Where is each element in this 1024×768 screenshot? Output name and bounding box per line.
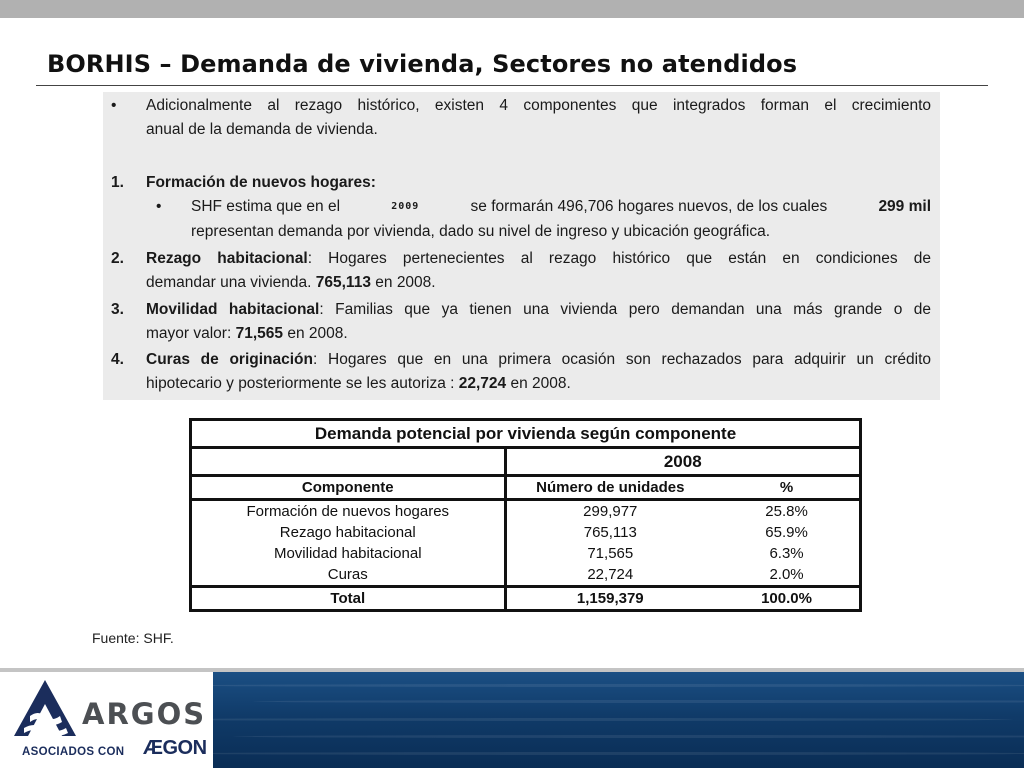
item-3-number: 3. [111, 301, 124, 318]
item-4-line-2 [146, 374, 571, 393]
table-header-row [191, 476, 861, 500]
table-row [191, 522, 861, 543]
item-4-heading: Curas de originación [146, 351, 313, 368]
demand-table [189, 418, 862, 612]
argos-brand: ARGOS [82, 697, 207, 731]
item-1-sub-text-b: se formarán 496,706 hogares nuevos, de los cuales [470, 198, 828, 215]
row-component: Curas [191, 564, 506, 587]
item-2-line-2-text: demandar una vivienda. [146, 274, 312, 291]
table-year: 2008 [505, 448, 860, 476]
item-3-value: 71,565 [235, 325, 284, 342]
item-3-line-2 [146, 324, 348, 343]
item-2-line-2-end: en 2008. [375, 274, 436, 291]
row-pct: 65.9% [765, 524, 808, 541]
item-2-value: 765,113 [315, 274, 371, 291]
item-3-line-2-end: en 2008. [287, 325, 348, 342]
header-pct: % [714, 476, 860, 500]
title-divider [36, 85, 988, 86]
aegon-logo: ÆGON [143, 737, 207, 759]
item-3-line-2-text: mayor valor: [146, 325, 232, 342]
row-component: Formación de nuevos hogares [191, 500, 506, 523]
table-year-spacer [191, 448, 506, 476]
item-4-line-2-end: en 2008. [510, 375, 571, 392]
item-2-line-2 [146, 273, 436, 292]
table-row [191, 500, 861, 523]
item-1-year: 2009 [391, 201, 420, 212]
row-pct: 6.3% [769, 545, 804, 562]
intro-line-2: anual de la demanda de vivienda. [146, 121, 378, 138]
item-1-sub-line-1 [191, 197, 931, 216]
table-title: Demanda potencial por vivienda según componente [191, 420, 861, 448]
item-3-line-1-rest: : Familias que ya tienen una vivienda pero demandan una más grande o de [319, 301, 932, 318]
item-2-heading: Rezago habitacional [146, 250, 308, 267]
row-units: 71,565 [587, 545, 634, 562]
asociados-label: ASOCIADOS CON [22, 746, 125, 758]
table-total-row [191, 587, 861, 611]
row-component: Rezago habitacional [191, 522, 506, 543]
header-component: Componente [191, 476, 506, 500]
row-component: Movilidad habitacional [191, 543, 506, 564]
intro-line-1: Adicionalmente al rezago histórico, existen 4 componentes que integrados forman el crecimiento [146, 97, 931, 114]
intro-bullet: • [111, 97, 117, 114]
description-box [103, 92, 940, 400]
item-4-line-1-rest: : Hogares que en una primera ocasión son rechazados para adquirir un crédito [313, 351, 932, 368]
header-units: Número de unidades [505, 476, 714, 500]
total-units: 1,159,379 [505, 587, 714, 611]
slide-title: BORHIS – Demanda de vivienda, Sectores no atendidos [47, 50, 798, 78]
item-4-number: 4. [111, 351, 124, 368]
item-1-number: 1. [111, 174, 124, 191]
item-1-sub-bullet: • [156, 198, 162, 215]
total-pct: 100.0% [714, 587, 860, 611]
item-2-number: 2. [111, 250, 124, 267]
row-units: 299,977 [583, 503, 638, 520]
row-pct: 25.8% [765, 503, 808, 520]
item-1-sub-bold: 299 mil [878, 198, 931, 215]
item-1-sub-line-2: representan demanda por vivienda, dado su nivel de ingreso y ubicación geográfica. [191, 223, 771, 240]
argos-logo-icon [12, 678, 78, 740]
row-pct: 2.0% [769, 566, 804, 583]
item-1-sub-text-a: SHF estima que en el [191, 198, 341, 215]
item-1-heading: Formación de nuevos hogares: [146, 174, 376, 191]
item-4-line-1 [146, 350, 931, 369]
row-units: 22,724 [587, 566, 634, 583]
item-3-line-1 [146, 300, 931, 319]
source-note: Fuente: SHF. [92, 630, 174, 646]
water-banner [213, 672, 1024, 768]
top-bar [0, 0, 1024, 18]
table-row [191, 564, 861, 587]
item-4-value: 22,724 [458, 375, 507, 392]
table-row [191, 543, 861, 564]
item-4-line-2-text: hipotecario y posteriormente se les autoriza : [146, 375, 455, 392]
total-label: Total [191, 587, 506, 611]
item-3-heading: Movilidad habitacional [146, 301, 320, 318]
row-units: 765,113 [583, 524, 637, 541]
item-2-line-1-rest: : Hogares pertenecientes al rezago histórico que están en condiciones de [307, 250, 931, 267]
item-2-line-1 [146, 249, 931, 268]
